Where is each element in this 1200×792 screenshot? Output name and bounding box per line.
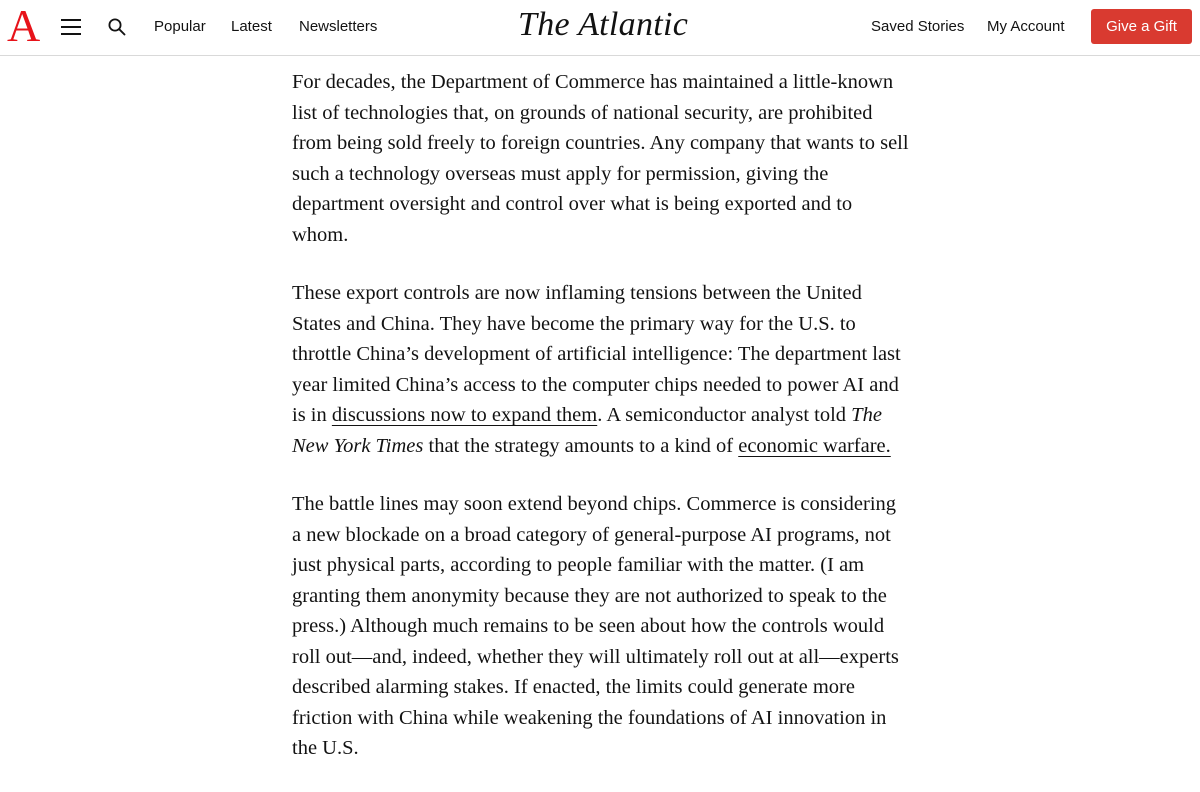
article-body [292,67,910,792]
site-header [0,0,1200,56]
discussions-link[interactable]: discussions now to expand them [331,404,598,426]
economic-warfare-link[interactable]: economic warfare. [738,434,891,457]
nav-popular[interactable]: Popular [154,18,206,35]
nav-latest[interactable]: Latest [231,18,272,35]
paragraph-text: that the strategy amounts to a kind of [423,434,739,457]
nav-newsletters[interactable]: Newsletters [299,18,378,35]
nav-saved-stories[interactable]: Saved Stories [871,18,965,35]
article-paragraph-1: For decades, the Department of Commerce has maintained a little-known list of technologies that, on grounds of national security, are prohibited from being sold freely to foreign countries. Any company that wants to sell such a technology overseas must apply for permission, giving the department oversight and control over what is being exported and to whom. [292,71,909,246]
give-a-gift-button[interactable]: Give a Gift [1091,9,1192,44]
hamburger-menu-icon[interactable] [61,18,81,35]
publication-name: The New York Times [292,404,882,457]
site-wordmark[interactable]: The Atlantic [518,6,689,43]
article-paragraph-3: The battle lines may soon extend beyond chips. Commerce is considering a new blockade on a broad category of general-purpose AI programs, not just physical parts, according to people familiar with the matter. (I am granting them anonymity because they are not authorized to speak to the press.) Although much remains to be seen about how the controls would roll out—and, indeed, whether they will ultimately roll out at all—experts described alarming stakes. If enacted, the limits could generate more friction with China while weakening the foundations of AI innovation in the U.S. [292,493,899,759]
atlantic-logo[interactable]: A [7,0,41,51]
article-paragraph-2 [292,278,910,461]
paragraph-text: . A semiconductor analyst told [597,404,852,426]
paragraph-text: These export controls are now inflaming tensions between the United States and China. They have become the primary way for the U.S. to throttle China’s development of artificial intelligence: The department last year limited China’s access to the computer chips needed to power AI and is in [292,282,901,426]
nav-my-account[interactable]: My Account [987,18,1065,35]
search-icon[interactable] [108,18,126,36]
